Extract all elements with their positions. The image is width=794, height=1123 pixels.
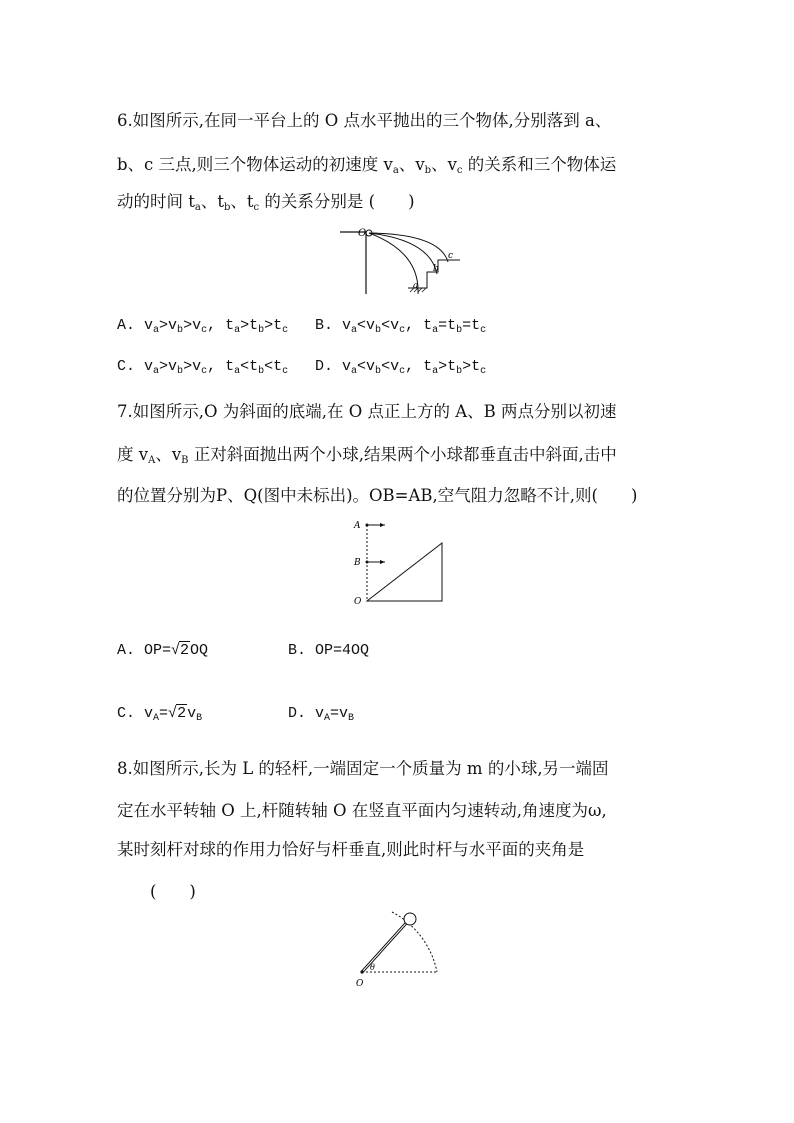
label-b: b [433, 264, 439, 274]
q6-option-b: B. $v_a<v_b<v_c$, $t_a=t_b=t_c$ [315, 317, 487, 336]
label-a: a [413, 281, 419, 291]
q7-option-a: A. OP=√2OQ [117, 642, 209, 659]
label-O: O [354, 597, 362, 607]
q7-option-d: D. $v_A=v_B$ [288, 705, 355, 724]
label-O: O [358, 228, 367, 239]
q7-line-2: 度 $v_A$、$v_B$ 正对斜面抛出两个小球,结果两个小球都垂直击中斜面,击中 [117, 445, 617, 466]
q7-line-3: 的位置分别为P、Q(图中未标出)。OB=AB,空气阻力忽略不计,则( ) [117, 486, 638, 505]
q7-figure [345, 515, 455, 610]
q6-figure [300, 222, 470, 302]
q7-option-b: B. OP=4OQ [288, 642, 370, 659]
q8-line-4: ( ) [150, 882, 196, 901]
q7-line-1: 7.如图所示,O 为斜面的底端,在 O 点正上方的 A、B 两点分别以初速 [117, 402, 617, 421]
q7-option-c: C. $v_A=√2v_B$ [117, 705, 203, 724]
q8-line-3: 某时刻杆对球的作用力恰好与杆垂直,则此时杆与水平面的夹角是 [117, 840, 585, 859]
label-c: c [448, 251, 454, 261]
q6-option-a: A. $v_a>v_b>v_c$, $t_a>t_b>t_c$ [117, 317, 289, 336]
q6-option-d: D. $v_a<v_b<v_c$, $t_a>t_b>t_c$ [315, 358, 487, 377]
q6-line-3: 动的时间 $t_a$、$t_b$、$t_c$ 的关系分别是 ( ) [117, 192, 415, 213]
q8-line-2: 定在水平转轴 O 上,杆随转轴 O 在竖直平面内匀速转动,角速度为ω, [117, 801, 607, 820]
q6-line-1: 6.如图所示,在同一平台上的 O 点水平抛出的三个物体,分别落到 a、 [117, 111, 612, 130]
label-O: O [356, 979, 364, 989]
q6-option-c: C. $v_a>v_b>v_c$, $t_a<t_b<t_c$ [117, 358, 289, 377]
q8-line-1: 8.如图所示,长为 L 的轻杆,一端固定一个质量为 m 的小球,另一端固 [117, 759, 609, 778]
label-A: A [354, 521, 361, 531]
label-theta: θ [370, 963, 375, 972]
q6-line-2: b、c 三点,则三个物体运动的初速度 $v_a$、$v_b$、$v_c$ 的关系和三个物体运 [117, 155, 617, 176]
label-B: B [354, 558, 361, 568]
q8-figure [350, 906, 450, 991]
